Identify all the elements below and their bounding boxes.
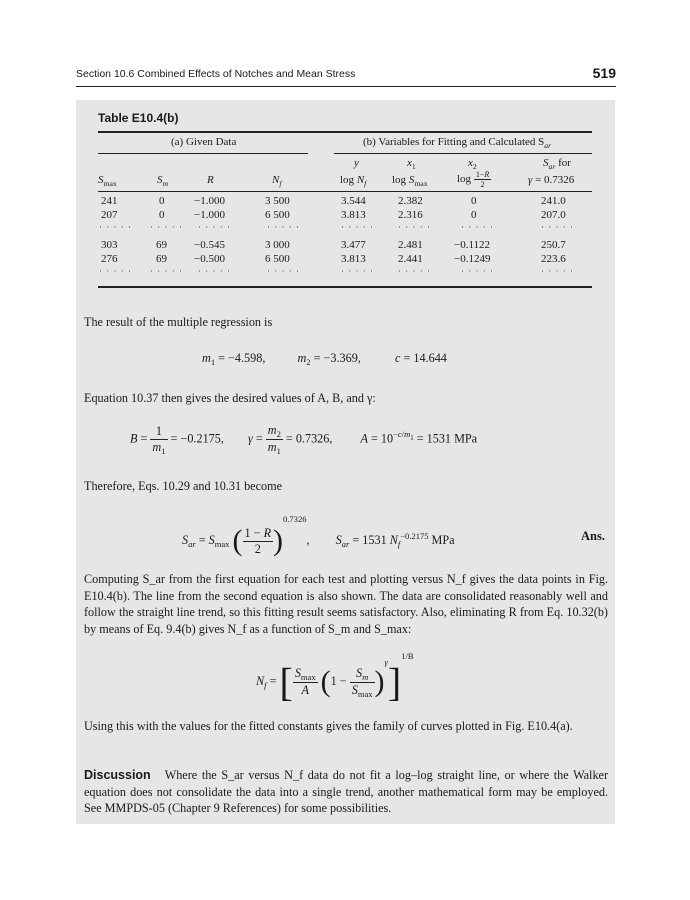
ellipsis: · · · · · (198, 266, 231, 276)
paragraph: Using this with the values for the fitted constants gives the family of curves plotted in Fig. E10.4(a). (84, 719, 573, 733)
ellipsis: · · · · · (461, 222, 494, 232)
cell: 0 (159, 209, 165, 221)
ellipsis: · · · · · (398, 266, 431, 276)
cell: 69 (156, 253, 167, 265)
table-bottom-rule (98, 286, 592, 288)
paragraph: Computing S_ar from the first equation for each test and plotting versus N_f gives the data points in Fig. E10.4(b). The line from the second equation is also shown. The data are consolidated reasonably well and follow the straight line trend, so this fitting result seems satisfactory. Also, eliminating R from Eq. 10.32(b) by means of Eq. 9.4(b) gives N_f as a function of S_m and S_max: (84, 572, 608, 636)
col-sm: $S_m$ (157, 174, 169, 188)
section-title: Section 10.6 Combined Effects of Notches and Mean Stress (76, 68, 356, 80)
header-bottom-rule (98, 191, 592, 192)
ellipsis: · · · · · (267, 222, 300, 232)
col-r: R (207, 174, 214, 186)
ellipsis: · · · · · (267, 266, 300, 276)
ellipsis: · · · · · (150, 266, 183, 276)
cell: 2.316 (398, 209, 423, 221)
ellipsis: · · · · · (341, 222, 374, 232)
discussion-text: Where the S_ar versus N_f data do not fit a log–log straight line, or where the Walker equation does not consolidate the data into a single trend, another mathematical form may be employed. See MMPDS-05 (Chapter 9 References) for some possibilities. (84, 768, 609, 815)
col-gamma: γ = 0.7326 (528, 174, 575, 186)
cell: 2.382 (398, 195, 423, 207)
col-log-nf: $\log N_f$ (340, 174, 367, 188)
ellipsis: · · · · · (398, 222, 431, 232)
col-x1: $x_1$ (407, 157, 416, 171)
cell: 6 500 (265, 253, 290, 265)
running-header (76, 66, 616, 87)
regression-result: $m_1 = -4.598$, $m_2 = -3.369$, c = 14.644 (202, 351, 447, 367)
discussion (84, 767, 608, 817)
paragraph: The result of the multiple regression is (84, 315, 273, 329)
cell: 3.813 (341, 253, 366, 265)
cell: 3 000 (265, 239, 290, 251)
answer-label: Ans. (581, 529, 605, 543)
col-sar-for: $S_{ar}$ for (543, 157, 571, 171)
ellipsis: · · · · · (541, 222, 574, 232)
cell: −1.000 (194, 209, 225, 221)
col-y: y (354, 157, 359, 169)
paragraph: Therefore, Eqs. 10.29 and 10.31 become (84, 479, 282, 493)
cell: 250.7 (541, 239, 566, 251)
nf-equation: $N_f$ = [ $\frac{S_{max}}{A}$ (1 − $\frac{S_m}{S_{max}}$ )$^\gamma$]$^{1/B}$ (256, 651, 414, 705)
cell: 2.481 (398, 239, 423, 251)
cell: 3 500 (265, 195, 290, 207)
cell: −0.545 (194, 239, 225, 251)
cell: 241 (101, 195, 118, 207)
ellipsis: · · · · · (99, 222, 132, 232)
page-number: 519 (592, 65, 616, 81)
cell: 223.6 (541, 253, 566, 265)
col-nf: $N_f$ (272, 174, 282, 188)
group-b-rule (334, 153, 592, 154)
col-smax: $S_{max}$ (98, 174, 117, 188)
ellipsis: · · · · · (541, 266, 574, 276)
ellipsis: · · · · · (198, 222, 231, 232)
cell: 69 (156, 239, 167, 251)
cell: 6 500 (265, 209, 290, 221)
cell: −1.000 (194, 195, 225, 207)
group-b-heading: (b) Variables for Fitting and Calculated $S_{ar}$ (363, 136, 552, 150)
ellipsis: · · · · · (99, 266, 132, 276)
cell: 2.441 (398, 253, 423, 265)
col-log-smax: $\log S_{max}$ (392, 174, 428, 188)
constants-equation: B = $\frac{1}{m_1}$ = −0.2175, γ = $\frac{m_2}{m_1}$ = 0.7326, $A = 10^{-c/m_1} = 1531$ MPa (130, 423, 478, 456)
cell: −0.1122 (454, 239, 491, 251)
col-x2: $x_2$ (468, 157, 477, 171)
cell: 207 (101, 209, 118, 221)
ellipsis: · · · · · (341, 266, 374, 276)
cell: 241.0 (541, 195, 566, 207)
cell: 0 (471, 195, 477, 207)
cell: 276 (101, 253, 118, 265)
table-top-rule (98, 131, 592, 133)
cell: −0.1249 (454, 253, 491, 265)
cell: −0.500 (194, 253, 225, 265)
cell: 3.477 (341, 239, 366, 251)
cell: 207.0 (541, 209, 566, 221)
ellipsis: · · · · · (461, 266, 494, 276)
discussion-label: Discussion (84, 768, 151, 782)
example-panel (76, 100, 615, 824)
group-a-heading: (a) Given Data (171, 136, 237, 148)
cell: 3.544 (341, 195, 366, 207)
sar-equation: $S_{ar} = S_{max}$ ( $\frac{1 - R}{2}$ )$^{0.7326}$, $S_{ar} = 1531$ $N_f^{-0.2175}$ MPa (182, 514, 455, 558)
ellipsis: · · · · · (150, 222, 183, 232)
cell: 0 (471, 209, 477, 221)
table-title: Table E10.4(b) (98, 111, 179, 125)
group-a-rule (98, 153, 308, 154)
cell: 3.813 (341, 209, 366, 221)
cell: 303 (101, 239, 118, 251)
paragraph: Equation 10.37 then gives the desired values of A, B, and γ: (84, 391, 376, 405)
col-log-r: log $\frac{1-R}{2}$ (457, 170, 490, 189)
cell: 0 (159, 195, 165, 207)
